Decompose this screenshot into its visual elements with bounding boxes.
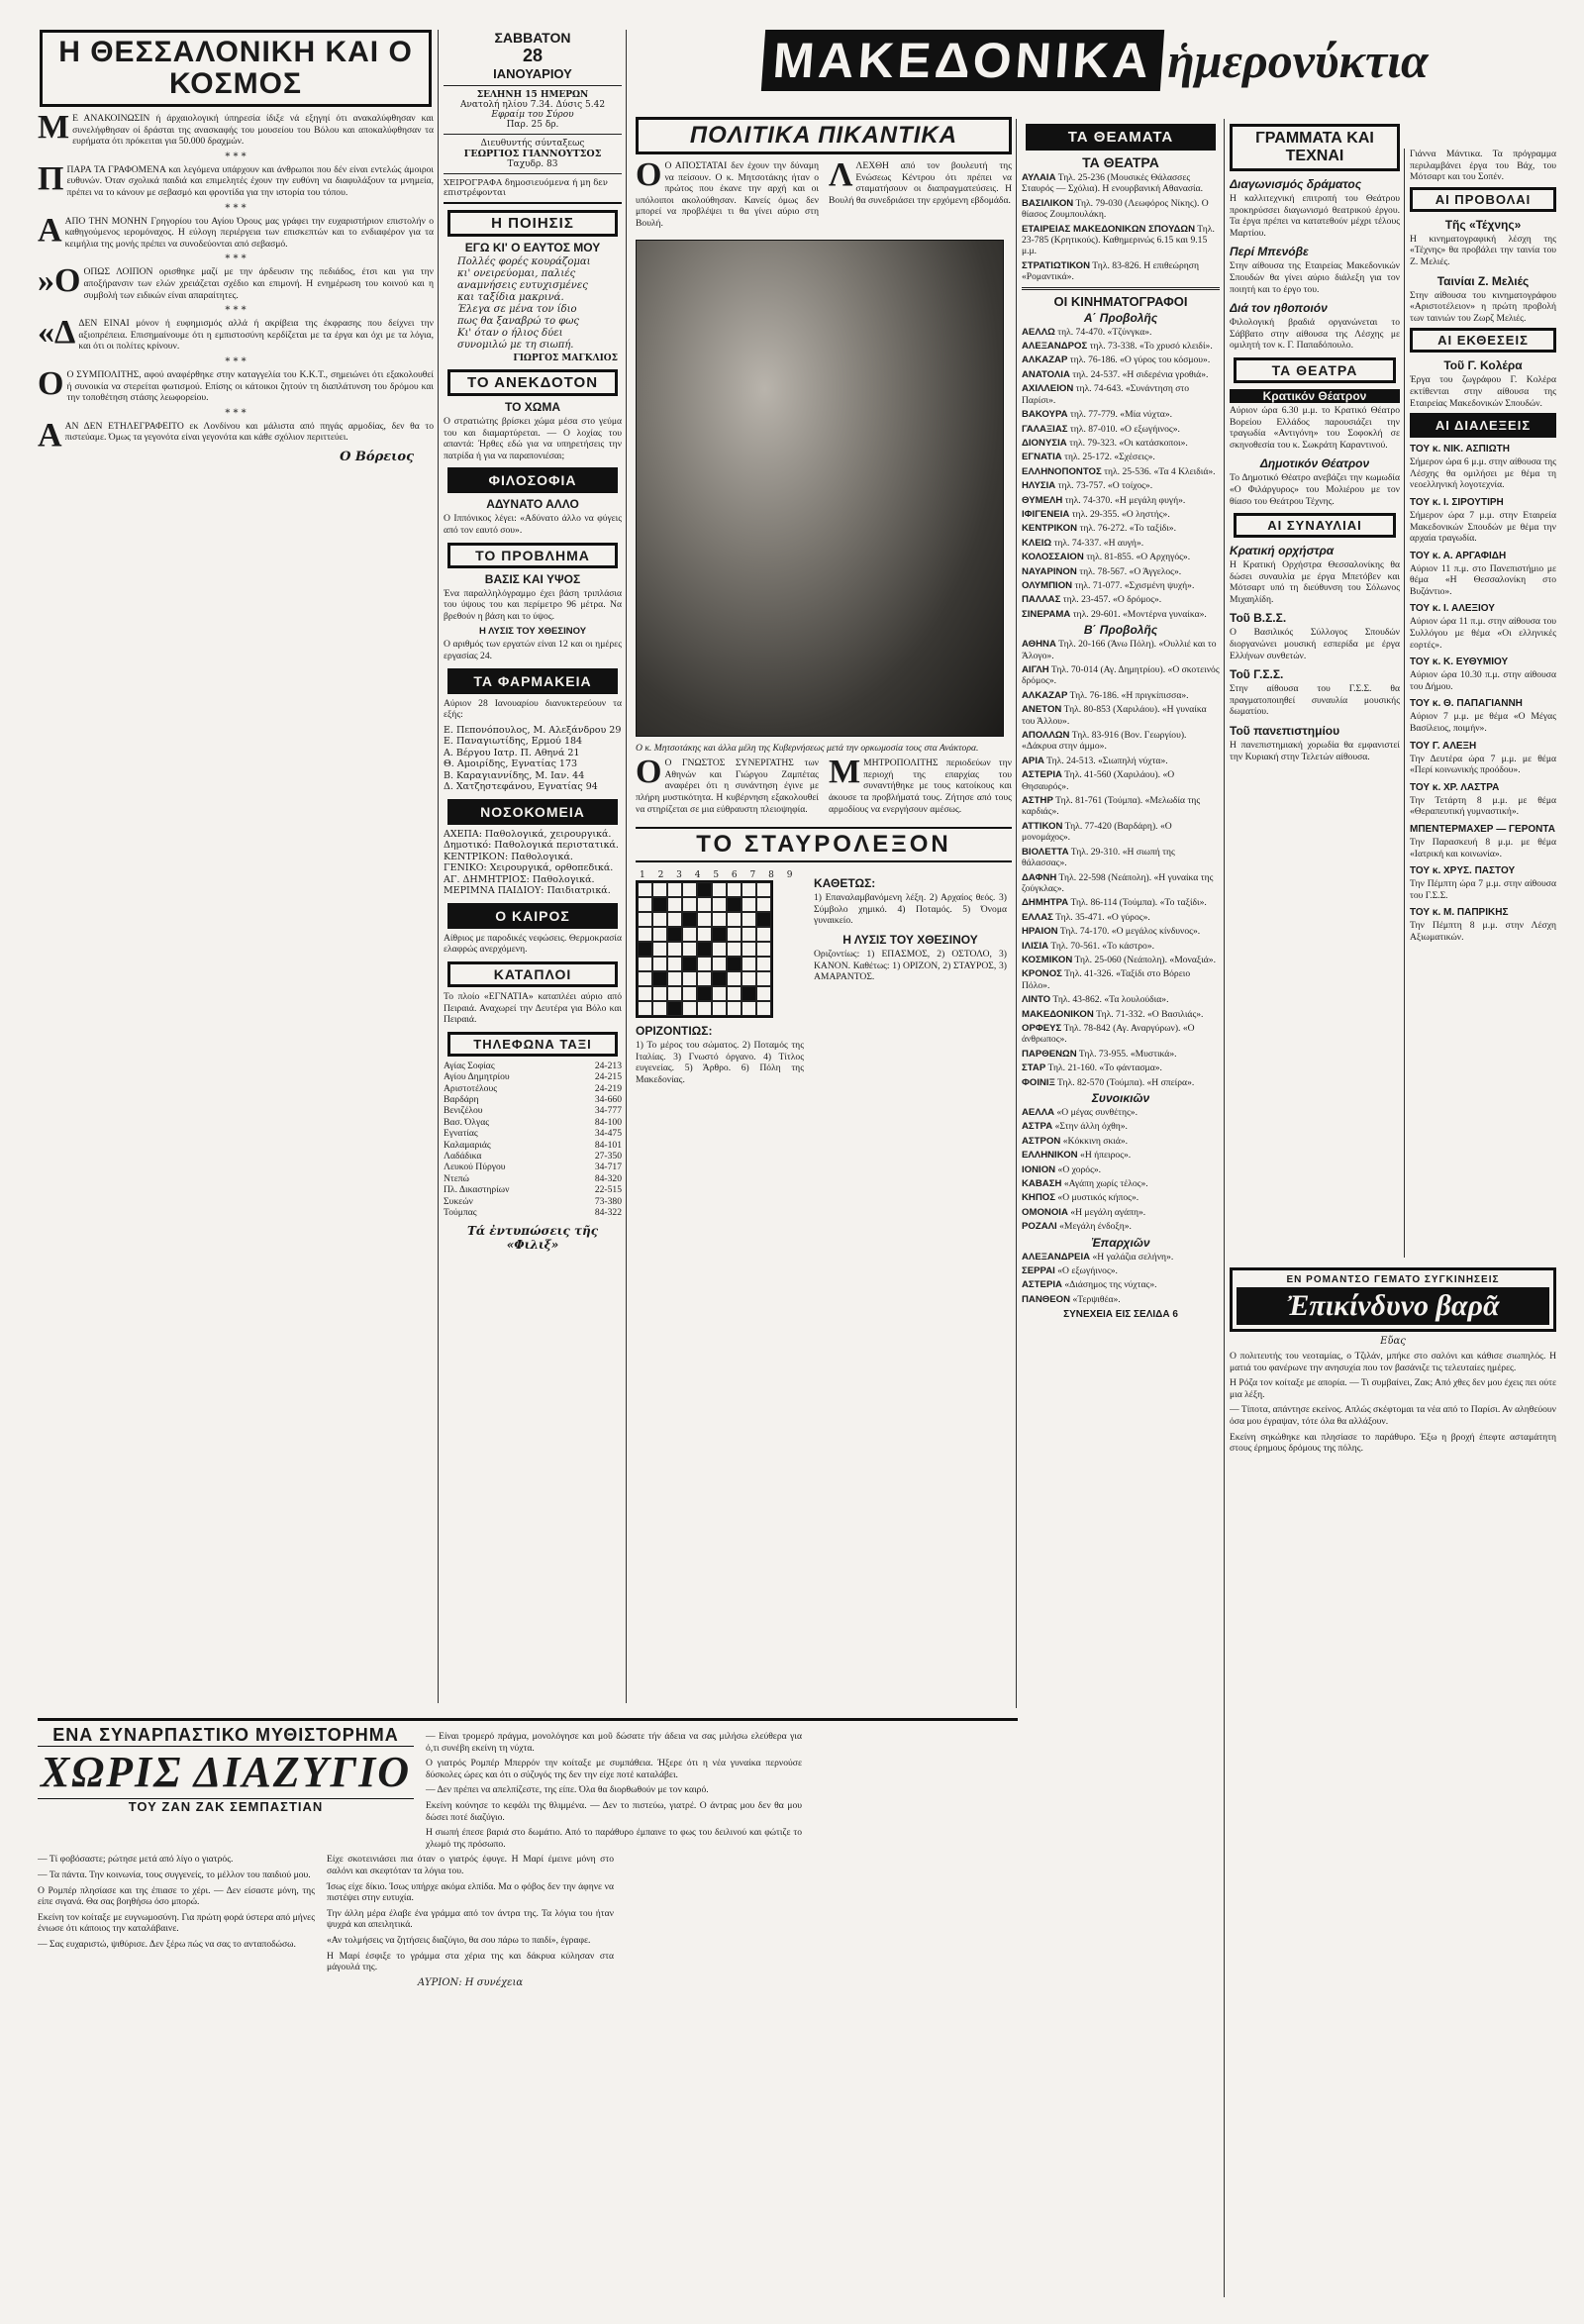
- crossword-solution: Οριζοντίως: 1) ΕΠΑΣΜΟΣ, 2) ΟΣΤΟΛΟ, 3) ΚΑΝΟΝ. Καθέτως: 1) ΟΡΙΖΟΝ, 2) ΣΤΑΥΡΟΣ, 3) ΑΜΑΡΑΝΤΟΣ.: [814, 948, 1007, 983]
- cinema-item: ΗΛΥΣΙΑ τηλ. 73-757. «Ο τοίχος».: [1022, 480, 1153, 492]
- events-column: [1410, 149, 1556, 1263]
- politics-col-left: [636, 156, 819, 234]
- cinema-item: ΕΛΛΗΝΙΚΟΝ «Η ήπειρος».: [1022, 1150, 1132, 1162]
- cinema-item: ΑΕΛΛΑ «Ο μέγας συνθέτης».: [1022, 1107, 1138, 1118]
- events-intro: Γιάννα Μάντικα. Τα πρόγραμμα περιλαμβάνει έργα του Βάχ, του Μότσαρτ και του Σοπέν.: [1410, 149, 1556, 183]
- lecture-heading: ΤΟΥ κ. Α. ΑΡΓΑΦΙΔΗ: [1410, 550, 1507, 561]
- cinema-item: ΡΟΖΑΛΙ «Μεγάλη ένδοξη».: [1022, 1221, 1132, 1233]
- letters-paragraph: Ο Βασιλικός Σύλλογος Σπουδών διοργανώνει μουσική εσπερίδα με έργα Ελλήνων συνθετών.: [1230, 627, 1400, 661]
- lecture-heading: ΤΟΥ κ. Θ. ΠΑΠΑΓΙΑΝΝΗ: [1410, 698, 1523, 710]
- hospital-item: ΓΕΝΙΚΟ: Χειρουργικά, ορθοπεδικά.: [444, 862, 614, 874]
- cinema-item: ΔΑΦΝΗ Τηλ. 22-598 (Νεάπολη). «Η γυναίκα της ζούγκλας».: [1022, 871, 1214, 894]
- date-moon: ΣΕΛΗΝΗ 15 ΗΜΕΡΩΝ: [476, 90, 589, 100]
- serial-paragraph: Την άλλη μέρα έλαβε ένα γράμμα από τον άντρα της. Τα λόγια του ήταν ψυχρά και απειλητικά.: [327, 1907, 614, 1931]
- lecture-text: Σήμερον ώρα 7 μ.μ. στην Εταιρεία Μακεδονικών Σπουδών με θέμα την αρχαία τραγωδία.: [1410, 509, 1556, 545]
- pharmacy-item: Ε. Πεπονόπουλος, Μ. Αλεξάνδρου 29: [444, 724, 622, 736]
- serial-paragraph: Εκείνη κούνησε το κεφάλι της θλιμμένα. — Δεν το πιστεύω, γιατρέ. Ο άντρας μου δεν θα μου δώσει ποτέ διαζύγιο.: [426, 1799, 802, 1823]
- cinemas-provinces: Ἐπαρχιῶν: [1091, 1235, 1150, 1250]
- pharmacies-section-title: ΤΑ ΦΑΡΜΑΚΕΙΑ: [447, 668, 618, 694]
- cinema-item: ΘΥΜΕΛΗ τηλ. 74-370. «Η μεγάλη φυγή».: [1022, 494, 1186, 506]
- column-separator: [1016, 119, 1017, 1708]
- serial-paragraph: — Δεν πρέπει να απελπίζεστε, της είπε. Όλα θα διορθωθούν με τον καιρό.: [426, 1784, 709, 1796]
- cinema-item: ΟΡΦΕΥΣ Τηλ. 78-842 (Αγ. Αναργύρων). «Ο άνθρωπος».: [1022, 1022, 1195, 1046]
- philosophy-section-title: ΦΙΛΟΣΟΦΙΑ: [447, 467, 618, 493]
- cinema-item: ΑΛΕΞΑΝΔΡΟΣ τηλ. 73-338. «Το χρυσό κλειδί».: [1022, 341, 1213, 353]
- anecdote-title: ΤΟ ΧΩΜΑ: [504, 400, 561, 414]
- cinema-item: ΕΛΛΗΝΟΠΟΝΤΟΣ τηλ. 25-536. «Τα 4 Κλειδιά».: [1022, 465, 1216, 477]
- philosophy-title: ΑΔΥΝΑΤΟ ΑΛΛΟ: [486, 497, 579, 512]
- poem-line: κι' ονειρεύομαι, παλιές: [457, 268, 576, 279]
- cinema-item: ΙΦΙΓΕΝΕΙΑ τηλ. 29-355. «Ο ληστής».: [1022, 508, 1170, 520]
- anecdote-section-title: ΤΟ ΑΝΕΚΔΟΤΟΝ: [447, 369, 618, 396]
- new-serial-kicker: ΕΝ ΡΟΜΑΝΤΣΟ ΓΕΜΑΤΟ ΣΥΓΚΙΝΗΣΕΙΣ: [1286, 1274, 1500, 1285]
- letters-paragraph: Το Δημοτικό Θέατρο ανεβάζει την κωμωδία «Ο Φιλάργυρος» του Μολιέρου με τον θίασο του Θεάτρου Τέχνης.: [1230, 472, 1400, 507]
- poem-author: ΓΙΩΡΓΟΣ ΜΑΓΚΛΙΟΣ: [513, 354, 618, 363]
- problem-solution: Ο αριθμός των εργατών είναι 12 και οι ημέρες εργασίας 24.: [444, 639, 622, 661]
- cinema-item: ΑΣΤΕΡΙΑ Τηλ. 41-560 (Χαριλάου). «Ο Θησαυρός».: [1022, 769, 1175, 792]
- cinema-item: ΗΡΑΙΟΝ Τηλ. 74-170. «Ο μεγάλος κίνδυνος».: [1022, 926, 1201, 938]
- problem-text: Ένα παραλληλόγραμμο έχει βάση τριπλάσια του ύψους του και περίμετρο 96 μέτρα. Να βρεθούν η βάση και το ύψος.: [444, 587, 622, 622]
- new-serial: [1230, 1267, 1556, 2297]
- photo-caption: Ο κ. Μητσοτάκης και άλλα μέλη της Κυβερνήσεως μετά την ορκωμοσία τους στα Ανάκτορα.: [636, 742, 979, 754]
- cinema-item: ΑΣΤΡΟΝ «Κόκκινη σκιά».: [1022, 1135, 1129, 1147]
- lecture-text: Την Δευτέρα ώρα 7 μ.μ. με θέμα «Περί κοινωνικής προόδου».: [1410, 753, 1556, 776]
- crossword-numbers: 1 2 3 4 5 6 7 8 9: [640, 870, 798, 881]
- column-separator: [1404, 149, 1405, 1258]
- pharmacy-item: Ε. Παναγιωτίδης, Ερμού 184: [444, 736, 583, 748]
- divider-stars: * * *: [225, 151, 247, 162]
- serial-paragraph: Η σιωπή έπεσε βαριά στο δωμάτιο. Από το παράθυρο έμπαινε το φως του δειλινού και φώτιζε το χλωμό της πρόσωπο.: [426, 1827, 802, 1850]
- letters-heading: Κρατικόν Θέατρον: [1230, 389, 1400, 403]
- lecture-heading: ΤΟΥ κ. ΧΡ. ΛΑΣΤΡΑ: [1410, 781, 1500, 793]
- pharmacies-intro: Αύριον 28 Ιανουαρίου διανυκτερεύουν τα εξής:: [444, 697, 622, 721]
- poem-line: Πολλές φορές κουράζομαι: [457, 256, 591, 267]
- departures-section-title: ΚΑΤΑΠΛΟΙ: [447, 961, 618, 987]
- lecture-heading: ΤΟΥ κ. Μ. ΠΑΠΡΙΚΗΣ: [1410, 907, 1509, 919]
- serial-paragraph: Ο Ρομπέρ πλησίασε και της έπιασε το χέρι. — Δεν είσαστε μόνη, της είπε σιγανά. Θα σας βοηθήσω όσο μπορώ.: [38, 1884, 315, 1908]
- theatre-item: ΣΤΡΑΤΙΩΤΙΚΟΝ Τηλ. 83-826. Η επιθεώρηση «Ρομαντικά».: [1022, 259, 1199, 283]
- cinema-item: ΑΝΕΤΟΝ Τηλ. 80-853 (Χαριλάου). «Η γυναίκα του Άλλου».: [1022, 704, 1207, 727]
- crossword-down: 1) Επαναλαμβανόμενη λέξη. 2) Αρχαίος θεός. 3) Σύμβολο χημικό. 4) Ποταμός. 5) Όνομα γυναικείο.: [814, 892, 1007, 927]
- new-serial-author: Εὔας: [1380, 1336, 1406, 1347]
- cinema-item: ΑΛΚΑΖΑΡ Τηλ. 76-186. «Η πριγκίπισσα».: [1022, 689, 1189, 701]
- new-serial-paragraph: Εκείνη σηκώθηκε και πλησίασε το παράθυρο. Έξω η βροχή έπεφτε ασταμάτητη στους έρημους δρόμους της πόλης.: [1230, 1431, 1556, 1455]
- problem-title: ΒΑΣΙΣ ΚΑΙ ΥΨΟΣ: [484, 571, 581, 586]
- cinema-item: ΑΣΤΗΡ Τηλ. 81-761 (Τούμπα). «Μελωδία της καρδιάς».: [1022, 795, 1201, 818]
- lecture-text: Αύριον 7 μ.μ. με θέμα «Ο Μέγας Βασίλειος, ποιμήν».: [1410, 711, 1556, 735]
- concerts-title: ΑΙ ΣΥΝΑΥΛΙΑΙ: [1234, 513, 1396, 538]
- cinema-item: ΚΗΠΟΣ «Ο μυστικός κήπος».: [1022, 1192, 1139, 1204]
- taxi-row: Καλαμαριάς 84-101: [444, 1139, 622, 1151]
- letters-paragraph: Φιλολογική βραδιά οργανώνεται το Σάββατο στην αίθουσα της Λέσχης με ομιλητή τον κ. Γ. Παπαδόπουλο.: [1230, 317, 1400, 352]
- politics-section-title: ΠΟΛΙΤΙΚΑ ΠΙΚΑΝΤΙΚΑ: [636, 117, 1012, 154]
- rule: [444, 173, 622, 174]
- letters-section-title: ΓΡΑΜΜΑΤΑ ΚΑΙ ΤΕΧΝΑΙ: [1230, 124, 1400, 171]
- crossword-solution-title: Η ΛΥΣΙΣ ΤΟΥ ΧΘΕΣΙΝΟΥ: [842, 932, 978, 947]
- new-serial-title: Ἐπικίνδυνο βαρᾶ: [1237, 1287, 1549, 1325]
- lecture-text: Την Πέμπτη 8 μ.μ. στην Λέσχη Αξιωματικών.: [1410, 920, 1556, 943]
- taxi-row: Πλ. Δικαστηρίων 22-515: [444, 1184, 622, 1196]
- taxi-row: Λευκού Πύργου 34-717: [444, 1162, 622, 1173]
- lecture-text: Σήμερον ώρα 6 μ.μ. στην αίθουσα της Λέσχης θα ομιλήσει με θέμα τη νεοελληνική λογοτεχνία.: [1410, 456, 1556, 491]
- lecture-heading: ΤΟΥ κ. Ι. ΑΛΕΞΙΟΥ: [1410, 603, 1495, 615]
- lecture-text: Την Πέμπτη ώρα 7 μ.μ. στην αίθουσα του Γ.Σ.Σ.: [1410, 878, 1556, 901]
- divider-stars: * * *: [225, 355, 247, 367]
- crossword-across-title: ΟΡΙΖΟΝΤΙΩΣ:: [636, 1024, 713, 1039]
- poem-line: αναμνήσεις ευτυχισμένες: [457, 280, 588, 291]
- lecture-text: Αύριον ώρα 11 π.μ. στην αίθουσα του Συλλόγου με θέμα «Οι ελληνικές εορτές».: [1410, 616, 1556, 651]
- pharmacy-item: Α. Βέργου Ιατρ. Π. Αθηνά 21: [444, 747, 580, 758]
- serial-paragraph: Ίσως είχε δίκιο. Ίσως υπήρχε ακόμα ελπίδα. Μα ο φόβος δεν την άφηνε να πιστέψει στην ευτυχία.: [327, 1880, 614, 1904]
- taxi-list: [444, 1061, 622, 1219]
- cinema-item: ΑΛΕΞΑΝΔΡΕΙΑ «Η γαλάζια σελήνη».: [1022, 1251, 1174, 1263]
- taxi-footer: Τά ἐντυπώσεις τῆς «Φιλιξ»: [466, 1224, 599, 1253]
- letters-heading: Τοῦ Β.Σ.Σ.: [1230, 611, 1287, 626]
- taxi-row: Αριστοτέλους 24-219: [444, 1082, 622, 1094]
- crossword-down-title: ΚΑΘΕΤΩΣ:: [814, 876, 876, 891]
- letters-paragraph: Η Κρατική Ορχήστρα Θεσσαλονίκης θα δώσει συναυλία με έργα Μπετόβεν και Μότσαρτ υπό τη διεύθυνση του Σόλωνος Μιχαηλίδη.: [1230, 559, 1400, 605]
- column-separator: [626, 30, 627, 1703]
- letters-paragraph: Η πανεπιστημιακή χορωδία θα εμφανιστεί την Κυριακή στην Τελετών αίθουσα.: [1230, 740, 1400, 762]
- poem-line: Έλεγα σε μένα τον ίδιο: [457, 304, 577, 315]
- cinemas-first-run: Α΄ Προβολῆς: [1083, 310, 1158, 325]
- cinema-item: ΑΕΛΛΩ τηλ. 74-470. «Τζύνγκα».: [1022, 326, 1152, 338]
- letters-paragraph: Στην αίθουσα του Γ.Σ.Σ. θα πραγματοποιηθεί συναυλία μουσικής δωματίου.: [1230, 683, 1400, 718]
- front-signature: Ο Βόρειος: [340, 449, 414, 464]
- hospital-item: ΑΓ. ΔΗΜΗΤΡΙΟΣ: Παθολογικά.: [444, 873, 595, 885]
- manuscripts-note: ΧΕΙΡΟΓΡΑΦΑ δημοσιευόμενα ή μη δεν επιστρέφονται: [444, 178, 608, 198]
- cinema-item: ΒΑΚΟΥΡΑ τηλ. 77-779. «Μία νύχτα».: [1022, 409, 1173, 421]
- cinema-item: ΑΣΤΕΡΙΑ «Διάσημος της νύχτας».: [1022, 1279, 1157, 1291]
- second-run-list: [1022, 639, 1220, 1088]
- poem-line: Κι' όταν ο ήλιος δύει: [457, 328, 563, 339]
- cinema-item: ΑΙΓΛΗ Τηλ. 70-014 (Αγ. Δημητρίου). «Ο σκοτεινός δρόμος».: [1022, 664, 1220, 687]
- events-paragraph: Η κινηματογραφική λέσχη της «Τέχνης» θα προβάλει την ταινία του Ζ. Μελιές.: [1410, 233, 1556, 267]
- theatre-item: ΑΥΛΑΙΑ Τηλ. 25-236 (Μουσικές Θάλασσες Σταυρός — Σχόλια). Η ενουρβανική Αθανασία.: [1022, 172, 1204, 195]
- crossword-title: ΤΟ ΣΤΑΥΡΟΛΕΞΟΝ: [636, 827, 1012, 862]
- cinema-item: ΣΙΝΕΡΑΜΑ τηλ. 29-601. «Μοντέρνα γυναίκα».: [1022, 608, 1207, 620]
- serial-kicker: ΕΝΑ ΣΥΝΑΡΠΑΣΤΙΚΟ ΜΥΘΙΣΤΟΡΗΜΑ: [38, 1725, 414, 1747]
- letters-theatres-title: ΤΑ ΘΕΑΤΡΑ: [1234, 357, 1396, 383]
- new-serial-paragraph: Ο πολιτευτής του νεοταμίας, ο Τζιλάν, μπήκε στο σαλόνι και κάθισε σιωπηλός. Η ματιά του φανέρωνε την ανησυχία που τον βασάνιζε τις τελευταίες ημέρες.: [1230, 1351, 1556, 1373]
- front-paragraph: Ο Ο ΣΥΜΠΟΛΙΤΗΣ, αφού αναφέρθηκε στην καταγγελία του Κ.Κ.Τ., σημειώνει ότι εξακολουθεί ή συνοικία να στερείται φωτισμού. Επίσης οι κάτοικοι ζητούν τη διαπλάτυνση του δρόμου και την τοποθέτηση στάσης λεωφορείου.: [38, 364, 434, 404]
- events-heading: Τῆς «Τέχνης»: [1444, 217, 1522, 232]
- problem-section-title: ΤΟ ΠΡΟΒΛΗΜΑ: [447, 543, 618, 568]
- cinema-item: ΙΟΝΙΟΝ «Ο χορός».: [1022, 1163, 1102, 1175]
- divider-stars: * * *: [225, 253, 247, 265]
- front-paragraph: Μ Ε ΑΝΑΚΟΙΝΩΣΙΝ ή άρχαιολογική ύπηρεσία ίδιξε νά εξηγηί ότι ανακαλύφθησαν και συνελήφθησαν οί δράσται της ανασκαφής του μουσείου του Βόλου και αποκαλύφθησαν τα ευρήματα ότι πρόκειται για 50.000 δραχμών.: [38, 109, 434, 148]
- politics-col-right: [829, 754, 1012, 819]
- events-paragraph: Έργα του ζωγράφου Γ. Κολέρα εκτίθενται στην αίθουσα της Εταιρείας Μακεδονικών Σπουδών.: [1410, 374, 1556, 409]
- masthead: [636, 30, 1556, 119]
- letters-paragraph: Αύριον ώρα 6.30 μ.μ. το Κρατικό Θέατρο Βορείου Ελλάδος παρουσιάζει την τραγωδία «Αντιγόνη» του Σοφοκλή σε σκηνοθεσία του κ. Σωκράτη Καραντινού.: [1230, 404, 1400, 451]
- weather-text: Αίθριος με παροδικές νεφώσεις. Θερμοκρασία ελαφρώς ανερχόμενη.: [444, 932, 622, 956]
- cinemas-footer: ΣΥΝΕΧΕΙΑ ΕΙΣ ΣΕΛΙΔΑ 6: [1063, 1309, 1178, 1321]
- masthead-title: ΜΑΚΕΔΟΝΙΚΑ: [761, 30, 1164, 91]
- cinema-item: ΚΑΒΑΣΗ «Αγάπη χωρίς τέλος».: [1022, 1178, 1148, 1190]
- poem-lines: [444, 256, 622, 352]
- date-price: Παρ. 25 δρ.: [506, 120, 559, 130]
- events-paragraph: Στην αίθουσα του κινηματογράφου «Αριστοτέλειον» η πρώτη προβολή των ταινιών του Ζωρζ Μελιές.: [1410, 289, 1556, 324]
- lecture-heading: ΤΟΥ κ. Κ. ΕΥΘΥΜΙΟΥ: [1410, 657, 1509, 668]
- cinemas-suburbs: Συνοικιῶν: [1091, 1091, 1150, 1105]
- front-title-box: [40, 30, 432, 107]
- theatre-item: ΕΤΑΙΡΕΙΑΣ ΜΑΚΕΔΟΝΙΚΩΝ ΣΠΟΥΔΩΝ Τηλ. 23-785 (Κρητικούς). Καθημερινώς 6.15 και 9.15 μ.μ.: [1022, 223, 1215, 257]
- masthead-subtitle: ἡμερονύκτια: [1167, 33, 1429, 88]
- cinema-item: ΚΟΣΜΙΚΟΝ Τηλ. 25-060 (Νεάπολη). «Μοναξιά».: [1022, 954, 1216, 965]
- column-separator: [1224, 119, 1225, 2297]
- departures-text: Το πλοίο «ΕΓΝΑΤΙΑ» καταπλέει αύριο από Πειραιά. Αναχωρεί την Δευτέρα για Βόλο και Πειραιά.: [444, 990, 622, 1026]
- front-paragraph: «ΔΔΕΝ ΕΙΝΑΙ μόνον ή ευφημισμός αλλά ή ακρίβεια της έκφρασης που δείχνει την αξιοπρέπεια. Επισημαίνουμε ότι η εμπιστοσύνη κερδίζεται με τα έργα και όχι με τα λόγια, και ότι οι πολίτες κρίνουν.: [38, 314, 434, 353]
- cinema-item: ΑΣΤΡΑ «Στην άλλη όχθη».: [1022, 1121, 1128, 1133]
- cinema-item: ΔΗΜΗΤΡΑ Τηλ. 86-114 (Τούμπα). «Το ταξίδι».: [1022, 897, 1207, 909]
- weather-section-title: Ο ΚΑΙΡΟΣ: [447, 903, 618, 929]
- hospital-item: ΑΧΕΠΑ: Παθολογικά, χειρουργικά.: [444, 828, 612, 840]
- rule: [444, 85, 622, 86]
- problem-solution-title: Η ΛΥΣΙΣ ΤΟΥ ΧΘΕΣΙΝΟΥ: [478, 626, 587, 638]
- politics-paragraph: Ο Ο ΓΝΩΣΤΟΣ ΣΥΝΕΡΓΑΤΗΣ των Αθηνών και Γιώργου Ζαμπέτας αναφέρει ότι η συνάντηση έγινε με πλήρη μυστικότητα. Η κυβέρνηση εξακολουθεί να στηρίζεται σε μια εύθραυστη πλειοψηφία.: [636, 754, 819, 815]
- cinema-item: ΕΛΛΑΣ Τηλ. 35-471. «Ο γύρος».: [1022, 911, 1150, 923]
- serial-banner: [38, 1725, 414, 1814]
- cinema-item: ΚΛΕΙΩ τηλ. 74-337. «Η αυγή».: [1022, 537, 1144, 549]
- philosophy-text: Ο Ιππόνικος λέγει: «Αδύνατο άλλο να φύγεις από τον εαυτό σου».: [444, 513, 622, 536]
- poem-section-title: Η ΠΟΙΗΣΙΣ: [447, 210, 618, 237]
- serial: [38, 1718, 1018, 2297]
- pharmacy-item: Δ. Χατζηστεφάνου, Εγνατίας 94: [444, 781, 598, 793]
- politics-paragraph: Ο Ο ΑΠΟΣΤΑΤΑΙ δεν έχουν την δύναμη να πείσουν. Ο κ. Μητσοτάκης ήταν ο πρώτος που έκανε την αρχή και οι υπόλοιποι ακολούθησαν. Κανείς όμως δεν μπορεί να προβλέψει τι θα γίνει αύριο στη Βουλή.: [636, 156, 819, 229]
- cinema-item: ΟΜΟΝΟΙΑ «Η μεγάλη αγάπη».: [1022, 1206, 1146, 1218]
- politics-col-right: [829, 156, 1012, 234]
- anecdote-text: Ο στρατιώτης βρίσκει χώμα μέσα στο γεύμα του και διαμαρτύρεται. — Ο λοχίας του απαντά: Ήρθες εδώ για να υπηρετήσεις την πατρίδα ή για να παραπονιέσαι;: [444, 416, 622, 461]
- cinema-item: ΑΡΙΑ Τηλ. 24-513. «Σιωπηλή νύχτα».: [1022, 755, 1168, 766]
- serial-paragraph: — Τί φοβόσαστε; ρώτησε μετά από λίγο ο γιατρός.: [38, 1854, 234, 1866]
- listings-column: [1022, 124, 1220, 2297]
- theatres-section-title: ΤΑ ΘΕΑΜΑΤΑ: [1026, 124, 1216, 151]
- serial-paragraph: Είχε σκοτεινιάσει πια όταν ο γιατρός έφυγε. Η Μαρί έμεινε μόνη στο σαλόνι και σκεφτόταν τα λόγια του.: [327, 1854, 614, 1876]
- crossword-grid[interactable]: [636, 880, 773, 1018]
- letters-heading: Περί Μπενόβε: [1230, 245, 1309, 259]
- taxi-row: Αγίας Σοφίας 24-213: [444, 1060, 622, 1071]
- cinema-item: ΑΧΙΛΛΕΙΟΝ τηλ. 74-643. «Συνάντηση στο Παρίσι».: [1022, 383, 1190, 406]
- mailbox: Ταχυδρ. 83: [507, 159, 558, 169]
- poem-line: και ταξίδια μακρινά.: [457, 292, 564, 303]
- date-day: ΣΑΒΒΑΤΟΝ: [494, 30, 571, 46]
- new-serial-paragraph: Η Ρόζα τον κοίταξε με απορία. — Τι συμβαίνει, Ζακ; Από χθες δεν μου έχεις πει ούτε μια λέξη.: [1230, 1377, 1556, 1400]
- serial-paragraph: Ο γιατρός Ρομπέρ Μπερρόν την κοίταξε με συμπάθεια. Ήξερε ότι η νέα γυναίκα περνούσε δύσκολες ώρες και ότι ο σύζυγός της δεν την είχε ποτέ καταλάβει.: [426, 1758, 802, 1780]
- cinema-item: ΔΙΟΝΥΣΙΑ τηλ. 79-323. «Οι κατάσκοποι».: [1022, 437, 1188, 449]
- hospital-item: ΜΕΡΙΜΝΑ ΠΑΙΔΙΟΥ: Παιδιατρικά.: [444, 885, 611, 897]
- lecture-heading: ΤΟΥ Γ. ΑΛΕΞΗ: [1410, 740, 1477, 752]
- rule: [1022, 287, 1220, 290]
- politics-paragraph: ΜΜΗΤΡΟΠΟΛΙΤΗΣ περιοδεύων την περιοχή της επαρχίας του συναντήθηκε με τους κατοίκους και άκουσε τα προβλήματά τους. Ζήτησε από τους αρμοδίους να ενεργήσουν αμέσως.: [829, 754, 1012, 815]
- serial-paragraph: Εκείνη τον κοίταξε με ευγνωμοσύνη. Για πρώτη φορά ύστερα από μήνες ένιωσε ότι κάποιος την καταλάβαινε.: [38, 1911, 315, 1935]
- politics-col-left: [636, 754, 819, 819]
- cinema-item: ΑΘΗΝΑ Τηλ. 20-166 (Άνω Πόλη). «Ουλλιέ και το Άλογο».: [1022, 639, 1217, 661]
- cinema-item: ΑΛΚΑΖΑΡ τηλ. 76-186. «Ο γύρος του κόσμου».: [1022, 354, 1211, 366]
- lecture-text: Την Παρασκευή 8 μ.μ. με θέμα «Ιατρική και κοινωνία».: [1410, 837, 1556, 859]
- first-run-list: [1022, 327, 1220, 621]
- taxis-section-title: ΤΗΛΕΦΩΝΑ ΤΑΞΙ: [447, 1032, 618, 1057]
- date-month: ΙΑΝΟΥΑΡΙΟΥ: [493, 66, 572, 81]
- politics-photo: [636, 240, 1004, 737]
- serial-paragraph: — Σας ευχαριστώ, ψιθύρισε. Δεν ξέρω πώς να σας το ανταποδώσω.: [38, 1938, 296, 1950]
- cinema-item: ΠΑΛΛΑΣ τηλ. 23-457. «Ο δρόμος».: [1022, 594, 1162, 606]
- taxi-row: Βασ. Όλγας 84-100: [444, 1116, 622, 1128]
- serial-col-3: [327, 1854, 614, 1987]
- taxi-row: Τούμπας 84-322: [444, 1206, 622, 1218]
- crossword-across: 1) Το μέρος του σώματος. 2) Ποταμός της Ιταλίας. 3) Γνωστό όργανο. 4) Τίτλος ευγενείας. 5) Άρθρο. 6) Πόλη της Μακεδονίας.: [636, 1040, 804, 1085]
- rule: [444, 134, 622, 135]
- cinema-item: ΟΛΥΜΠΙΟΝ τηλ. 71-077. «Σχισμένη ψυχή».: [1022, 579, 1195, 591]
- politics-paragraph: ΛΛΕΧΘΗ από τον βουλευτή της Ενώσεως Κέντρου ότι πρέπει να σταματήσουν οι διαπραγματεύσεις. Η Βουλή θα συνεδριάσει την ερχόμενη εβδομάδα.: [829, 156, 1012, 206]
- serial-author: ΤΟΥ ΖΑΝ ΖΑΚ ΣΕΜΠΑΣΤΙΑΝ: [38, 1798, 414, 1814]
- front-column: [38, 30, 434, 1708]
- new-serial-banner: [1230, 1267, 1556, 1332]
- cinema-item: ΝΑΥΑΡΙΝΟΝ τηλ. 78-567. «Ο Άγγελος».: [1022, 565, 1182, 577]
- cinema-item: ΕΓΝΑΤΙΑ τηλ. 25-172. «Σχέσεις».: [1022, 452, 1155, 463]
- taxi-row: Λαδάδικα 27-350: [444, 1150, 622, 1162]
- letters-paragraph: Η καλλιτεχνική επιτροπή του Θεάτρου προκηρύσσει διαγωνισμό θεατρικού έργου. Τα έργα πρέπει να κατατεθούν μέχρι τέλους Μαρτίου.: [1230, 193, 1400, 239]
- cinema-item: ΛΙΝΤΟ Τηλ. 43-862. «Τα λουλούδια».: [1022, 994, 1169, 1006]
- director-name: ΓΕΩΡΓΙΟΣ ΓΙΑΝΝΟΥΤΣΟΣ: [463, 149, 602, 159]
- cinema-item: ΒΙΟΛΕΤΤΑ Τηλ. 29-310. «Η σιωπή της θάλασσας».: [1022, 846, 1175, 869]
- lecture-text: Την Τετάρτη 8 μ.μ. με θέμα «Θεραπευτική γυμναστική».: [1410, 794, 1556, 818]
- front-paragraph: ΠΠΑΡΑ ΤΑ ΓΡΑΦΟΜΕΝΑ και λεγόμενα υπάρχουν και άνθρωποι που δέν είναι εντελώς άμοιροι ευθυνών. Όταν σχολικά παιδιά και επιμελητές έχουν την ευθύνη να διαφυλάξουν τα μνημεία, πρέπει να το κάνουν με σεβασμό και φροντίδα για την ιστορία του τόπου.: [38, 159, 434, 198]
- front-paragraph: ΑΑΠΟ ΤΗΝ ΜΟΝΗΝ Γρηγορίου του Αγίου Όρους μας γράφει την ευχαριστήριον επιστολήν ο καθηγούμενος ιερομόναχος. Η εύλογη περιέργεια των επισκεπτών και το ενδιαφέρον για τα κειμήλια της μονής πρέπει να συνοδεύονται από σεβασμό.: [38, 211, 434, 250]
- taxi-row: Βενιζέλου 34-777: [444, 1105, 622, 1117]
- pharmacy-item: Θ. Αμοιρίδης, Εγνατίας 173: [444, 758, 578, 770]
- front-title: Η ΘΕΣΣΑΛΟΝΙΚΗ ΚΑΙ Ο ΚΟΣΜΟΣ: [58, 36, 413, 100]
- cinema-item: ΠΑΡΘΕΝΩΝ Τηλ. 73-955. «Μυστικά».: [1022, 1048, 1177, 1060]
- taxi-row: Εγνατίας 34-475: [444, 1128, 622, 1140]
- cinema-item: ΣΤΑΡ Τηλ. 21-160. «Το φάντασμα».: [1022, 1062, 1162, 1074]
- taxi-row: Αγίου Δημητρίου 24-215: [444, 1071, 622, 1083]
- serial-col-2: [38, 1854, 315, 1954]
- date-saint: Εφραίμ του Σύρου: [491, 110, 574, 120]
- cinema-item: ΣΕΡΡΑΙ «Ο εξωγήινος».: [1022, 1265, 1118, 1277]
- divider-stars: * * *: [225, 305, 247, 317]
- cinema-item: ΚΕΝΤΡΙΚΟΝ τηλ. 76-272. «Το ταξίδι».: [1022, 523, 1176, 535]
- events-heading: Ταινίαι Ζ. Μελιές: [1436, 273, 1530, 288]
- cinemas-second-run: Β΄ Προβολῆς: [1083, 623, 1158, 638]
- hospital-list: [444, 829, 622, 897]
- cinema-item: ΦΟΙΝΙΞ Τηλ. 82-570 (Τούμπα). «Η σπείρα».: [1022, 1076, 1195, 1088]
- arts-column: [1230, 124, 1400, 1263]
- letters-heading: Δημοτικόν Θέατρον: [1259, 456, 1370, 471]
- lecture-text: Αύριον 11 π.μ. στο Πανεπιστήμιο με θέμα «Η Θεσσαλονίκη στο Βυζάντιο».: [1410, 562, 1556, 597]
- lecture-heading: ΜΠΕΝΤΕΡΜΑΧΕΡ — ΓΕΡΟΝΤΑ: [1410, 824, 1555, 835]
- cinema-item: ΚΟΛΟΣΣΑΙΟΝ τηλ. 81-855. «Ο Αρχηγός».: [1022, 552, 1191, 563]
- events-heading: Τοῦ Γ. Κολέρα: [1443, 358, 1523, 373]
- letters-heading: Διά τον ηθοποιόν: [1230, 301, 1328, 316]
- cinema-item: ΚΡΟΝΟΣ Τηλ. 41-326. «Ταξίδι στο Βόρειο Πόλο».: [1022, 968, 1191, 991]
- front-paragraph: »Ο ΟΠΩΣ ΛΟΙΠΟΝ ορισθηκε μαζί με την άρδευσιν της πεδιάδος, έτσι και για την αποξήρανσιν των ελών χρειάζεται σχέδιο και επιμονή. Η ενημέρωση του κοινού και η συμβολή των ειδικών είναι απαραίτητες.: [38, 262, 434, 301]
- poem-line: συνομιλώ με τη σιωπή.: [457, 340, 574, 351]
- lectures-title: ΑΙ ΔΙΑΛΕΞΕΙΣ: [1410, 413, 1556, 438]
- theatre-item: ΒΑΣΙΛΙΚΟΝ Τηλ. 79-030 (Λεωφόρος Νίκης). Ο θίασος Ζουμπουλάκη.: [1022, 197, 1209, 221]
- cinema-item: ΑΤΤΙΚΟΝ Τηλ. 77-420 (Βαρδάρη). «Ο μονομάχος».: [1022, 820, 1172, 844]
- serial-paragraph: — Τα πάντα. Την κοινωνία, τους συγγενείς, το μέλλον του παιδιού μου.: [38, 1869, 311, 1880]
- serial-footer: ΑΥΡΙΟΝ: Η συνέχεια: [417, 1976, 524, 1988]
- new-serial-paragraph: — Τίποτα, απάντησε εκείνος. Απλώς σκέφτομαι τα νέα από το Παρίσι. Αν αληθεύουν όσα μου έγραψαν, τότε όλα θα αλλάξουν.: [1230, 1404, 1556, 1427]
- date-box: [444, 30, 622, 204]
- hospital-item: Δημοτικό: Παθολογικά περιστατικά.: [444, 840, 619, 852]
- serial-paragraph: «Αν τολμήσεις να ζητήσεις διαζύγιο, θα σου πάρω το παιδί», έγραφε.: [327, 1934, 591, 1946]
- pharmacy-list: [444, 725, 622, 793]
- divider-stars: * * *: [225, 202, 247, 214]
- cinema-item: ΑΠΟΛΛΩΝ Τηλ. 83-916 (Βον. Γεωργίου). «Δάκρυα στην άμμο».: [1022, 730, 1187, 753]
- info-column: [444, 30, 622, 1708]
- taxi-row: Βαρδάρη 34-660: [444, 1093, 622, 1105]
- cinema-item: ΠΑΝΘΕΟΝ «Τερψιθέα».: [1022, 1293, 1121, 1305]
- cinema-item: ΑΝΑΤΟΛΙΑ τηλ. 24-537. «Η σιδερένια γροθιά».: [1022, 368, 1209, 380]
- lecture-heading: ΤΟΥ κ. ΝΙΚ. ΑΣΠΙΩΤΗ: [1410, 444, 1510, 455]
- cinema-item: ΙΛΙΣΙΑ Τηλ. 70-561. «Το κάστρο».: [1022, 940, 1155, 952]
- exhibitions-title: ΑΙ ΕΚΘΕΣΕΙΣ: [1410, 328, 1556, 353]
- serial-paragraph: — Είναι τρομερό πράγμα, μονολόγησε και μοῦ δώσατε τήν άδεια να σας μιλήσω ελεύθερα για ό,τι συνέβη εκείνη τη νύχτα.: [426, 1731, 802, 1754]
- crossword-grid-area: [636, 870, 804, 1089]
- cinema-item: ΜΑΚΕΔΟΝΙΚΟΝ Τηλ. 71-332. «Ο Βασιλιάς».: [1022, 1008, 1204, 1020]
- politics-area: [636, 117, 1012, 1671]
- poem-line: πως θα ξαναβρώ το φως: [457, 316, 580, 327]
- column-separator: [438, 30, 439, 1703]
- date-number: 28: [522, 46, 544, 65]
- pharmacy-item: Β. Καραγιαννίδης, Μ. Ιαν. 44: [444, 769, 585, 781]
- cinema-item: ΓΑΛΑΞΙΑΣ τηλ. 87-010. «Ο εξωγήινος».: [1022, 423, 1180, 435]
- hospitals-section-title: ΝΟΣΟΚΟΜΕΙΑ: [447, 799, 618, 825]
- lecture-text: Αύριον ώρα 10.30 π.μ. στην αίθουσα του Δήμου.: [1410, 669, 1556, 692]
- poem-title: ΕΓΩ ΚΙ' Ο ΕΑΥΤΟΣ ΜΟΥ: [464, 241, 601, 254]
- letters-paragraph: Στην αίθουσα της Εταιρείας Μακεδονικών Σπουδών θα γίνει αύριο διάλεξη για τον ποιητή και το έργο του.: [1230, 260, 1400, 295]
- date-sun: Ανατολή ηλίου 7.34. Δύσις 5.42: [459, 100, 606, 110]
- lecture-heading: ΤΟΥ κ. ΧΡΥΣ. ΠΑΣΤΟΥ: [1410, 865, 1516, 877]
- theatres-subtitle: ΤΑ ΘΕΑΤΡΑ: [1082, 154, 1159, 170]
- lecture-heading: ΤΟΥ κ. Ι. ΣΙΡΟΥΤΙΡΗ: [1410, 496, 1504, 508]
- serial-paragraph: Η Μαρί έσφιξε το γράμμα στα χέρια της και δάκρυα κύλησαν στα μάγουλά της.: [327, 1950, 614, 1973]
- letters-heading: Τοῦ Γ.Σ.Σ.: [1230, 667, 1284, 682]
- director-label: Διευθυντής σύνταξεως: [480, 139, 585, 149]
- letters-heading: Τοῦ πανεπιστημίου: [1230, 724, 1340, 739]
- cinemas-section-title: ΟΙ ΚΙΝΗΜΑΤΟΓΡΑΦΟΙ: [1053, 293, 1188, 309]
- crossword-clues: [814, 870, 1007, 1089]
- taxi-row: Ντεπώ 84-320: [444, 1172, 622, 1184]
- screenings-title: ΑΙ ΠΡΟΒΟΛΑΙ: [1410, 187, 1556, 212]
- letters-heading: Διαγωνισμός δράματος: [1230, 177, 1362, 191]
- serial-title: ΧΩΡΙΣ ΔΙΑΖΥΓΙΟ: [40, 1748, 412, 1796]
- divider-stars: * * *: [225, 407, 247, 419]
- front-paragraph: ΑΑΝ ΔΕΝ ΕΤΗΛΕΓΡΑΦΕΙΤΟ εκ Λονδίνου και μάλιστα από πηγάς αρμοδίας, δεν θα το πιστεύαμε. Όμως τα γεγονότα είναι γεγονότα και κάθε σχόλιον περιττεύει.: [38, 416, 434, 454]
- taxi-row: Συκεών 73-380: [444, 1195, 622, 1207]
- letters-heading: Κρατική ορχήστρα: [1230, 544, 1335, 558]
- hospital-item: ΚΕΝΤΡΙΚΟΝ: Παθολογικά.: [444, 851, 573, 862]
- serial-col-1: [426, 1731, 802, 1854]
